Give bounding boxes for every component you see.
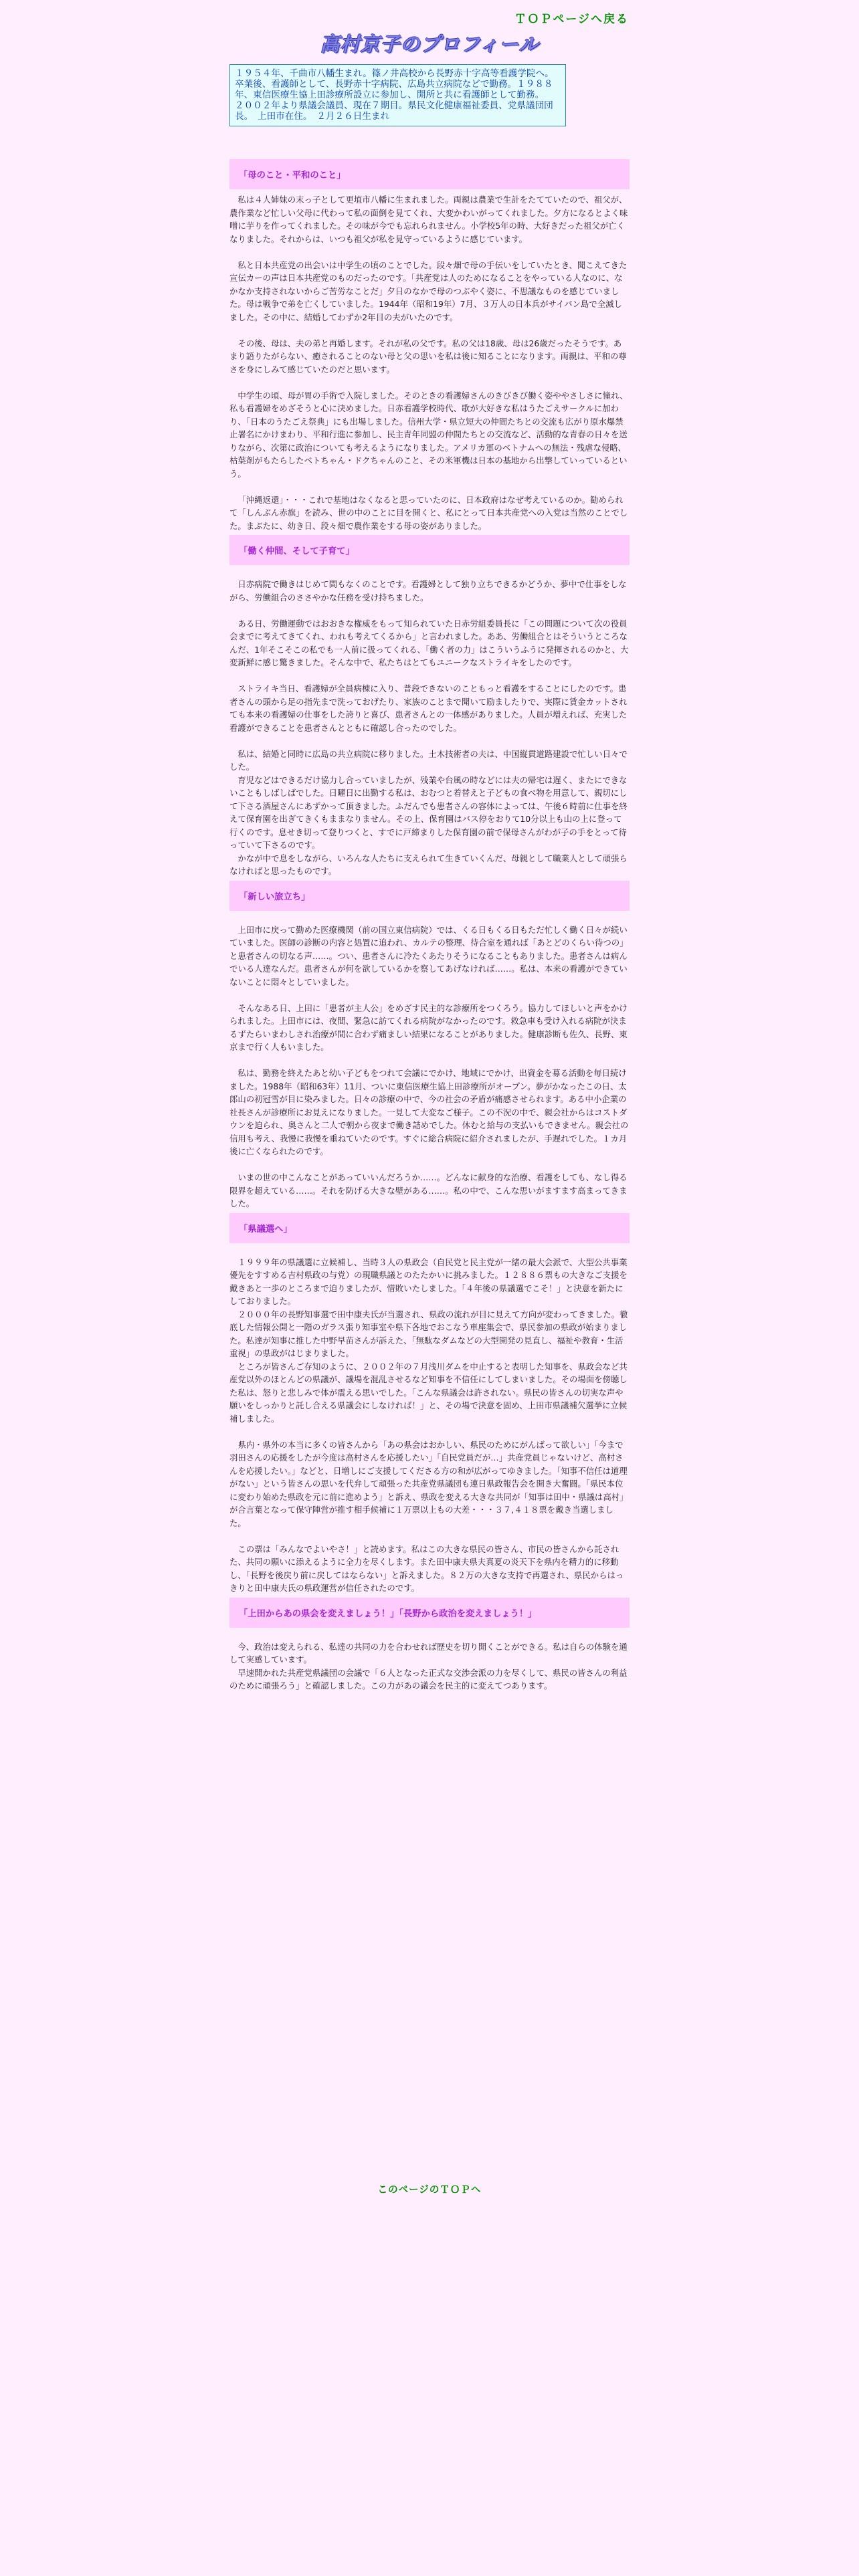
paragraph: 県内・県外の本当に多くの皆さんから「あの県会はおかしい、県民のためにがんばって欲しい」「今まで羽田さんの応援をしたが今度は高村さんを応援したい」「自民党員だが…」共産党員じゃないけど、高村さんを応援したい。」などと、日増しにご支援してくださる方の和が広がってゆきました。「知事不信任は道理がない」という皆さんの思いを代弁して頑張った共産党県議団も連日県政報告会を開き大奮闘。「県民本位に変わり始めた県政を元に前に進めよう」と訴え、県政を変える大きな共同が「知事は田中・県議は高村」が合言葉となって保守陣営が推す相手候補に１万票以上もの大差・・・３７,４１８票を戴き当選しました。: [229, 1439, 628, 1528]
section-heading: 「上田からあの県会を変えましょう！」「長野から政治を変えましょう！」: [229, 1598, 630, 1628]
paragraph: 「沖縄返還」・・・これで基地はなくなると思っていたのに、日本政府はなぜ考えているのか。勧められて「しんぶん赤旗」を読み、世の中のことに目を開くと、私にとって日本共産党への入党は当然のことでした。まぶたに、幼き日、段々畑で農作業をする母の姿がありました。: [229, 494, 628, 531]
paragraph: 中学生の頃、母が胃の手術で入院しました。そのときの看護婦さんのきびきび働く姿ややさしさに憧れ、私も看護婦をめざそうと心に決めました。日赤看護学校時代、歌が大好きな私はうたごえサークルに加わり、「日本のうたごえ祭典」にも出場しました。信州大学・県立短大の仲間たちとの交流も広がり原水爆禁止署名にかけまわり、平和行進に参加し、民主青年同盟の仲間たちとの交流など、活動的な青春の日々を送りながら、次第に政治についても考えるようになりました。アメリカ軍のベトナムへの無法・残虐な侵略、枯葉剤がもたらしたベトちゃん・ドクちゃんのこと、その米軍機は日本の基地から出撃していっているという。: [229, 390, 628, 479]
paragraph: 私は、結婚と同時に広島の共立病院に移りました。土木技術者の夫は、中国縦貫道路建設で忙しい日々でした。: [229, 748, 628, 772]
profile-box: [229, 64, 566, 126]
bottom-link-area: [0, 2182, 859, 2196]
paragraph: 私は４人姉妹の末っ子として更埴市八幡に生まれました。両親は農業で生計をたてていたので、祖父が、農作業など忙しい父母に代わって私の面倒を見てくれ、大変かわいがってくれました。夕方になるとよく味噌に芋りを作ってくれました。その味が今でも忘れられません。小学校5年の時、大好きだった祖父が亡くなりました。それからは、いつも祖父が私を見守っているように感じています。: [229, 195, 628, 244]
paragraph: 私は、勤務を終えたあと幼い子どもをつれて会議にでかけ、地域にでかけ、出資金を募る活動を毎日続けました。1988年（昭和63年）11月、ついに東信医療生協上田診療所がオープン。夢がかなったこの日、太郎山の初冠雪が目に染みました。日々の診療の中で、今の社会の矛盾が痛感させられます。ある中小企業の社長さんが診療所にお見えになりました。一見して大変なご様子。この不況の中で、親会社からはコストダウンを迫られ、奥さんと二人で朝から夜まで働き詰めでした。休むと給与の支払いもできません。親会社の信用も考え、我慢に我慢を重ねていたのです。すぐに総合病院に紹介されましたが、手遅れでした。１カ月後に亡くなられたのです。: [229, 1068, 629, 1156]
paragraph: ある日、労働運動ではおおきな権威をもって知られていた日赤労組委員長に「この問題について次の役員会までに考えてきてくれ、われも考えてくるから」と言われました。ああ、労働組合とはそういうところなんだ、1年そこそこの私でも一人前に扱ってくれる、「働く者の力」はこういうふうに発揮されるのかと、大変新鮮に感じ驚きました。そんな中で、私たちはとてもユニークなストライキをしたのです。: [229, 618, 629, 667]
top-page-link[interactable]: ＴＯＰページへ戻る: [514, 13, 629, 26]
section-heading: 「働く仲間、そして子育て」: [229, 535, 630, 565]
title-area: [0, 29, 859, 57]
profile-text: １９５４年、千曲市八幡生まれ。篠ノ井高校から長野赤十字高等看護学院へ。卒業後、看護師として、長野赤十字病院、広島共立病院などで勤務。１９８８年、東信医療生協上田診療所設立に参加し、開所と共に看護師として勤務。: [235, 68, 554, 100]
paragraph: ２０００年の長野知事選で田中康夫氏が当選され、県政の流れが目に見えて方向が変わってきました。徹底した情報公開と一階のガラス張り知事室や県下各地でおこなう車座集会で、県民参加の県政が始まりました。私達が知事に推した中野早苗さんが訴えた、「無駄なダムなどの大型開発の見直し、福祉や教育・生活重視」の県政がはじまりました。: [229, 1309, 628, 1358]
paragraph: この票は「みんなでよいやさ！」と読めます。私はこの大きな県民の皆さん、市民の皆さんから託された、共同の願いに添えるように全力を尽くします。また田中康夫県夫真夏の炎天下を県内を精力的に移動し、「長野を後戻り前に戻してはならない」と訴えました。８２万の大きな支持で再選され、県民からはっきりと田中康夫氏の県政運営が信任されたのです。: [229, 1543, 624, 1593]
paragraph: 育児などはできるだけ協力し合っていましたが、残業や台風の時などには夫の帰宅は遅く、またにできないこともしばしばでした。日曜日に出勤する私は、おむつと着替えと子どもの食べ物を用意して、親切にして下さる酒屋さんにあずかって頂きました。ふだんでも患者さんの容体によっては、午後６時前に仕事を終えて保育園を出ぎてきくもままなりません。その上、保育園はバス停をおりて10分以上も山の上に登って行くのです。息せき切って登りつくと、すでに戸締まりした保育園の前で保母さんがわが子の手をとって待っていて下さるのです。: [229, 774, 628, 850]
paragraph: その後、母は、夫の弟と再婚します。それが私の父です。私の父は18歳、母は26歳だったそうです。あまり語りたがらない、癒されることのない母と父の思いを私は後に知ることになります。両親は、平和の尊さを身にしみて感じていたのだと思います。: [229, 338, 627, 374]
paragraph: 上田市に戻って勤めた医療機関（前の国立東信病院）では、くる日もくる日もただ忙しく働く日々が続いていました。医師の診断の内容と処置に追われ、カルテの整理、待合室を通れば「あとどのくらい待つの」と患者さんの切なる声……。つい、患者さんに冷たくあたりそうになることもありました。患者さんは病んでいる人達なんだ。患者さんが何を欲しているかを察してあげなければ……。私は、本来の看護ができていないことに悶々としていました。: [229, 924, 628, 987]
paragraph: かなが中で息をしながら、いろんな人たちに支えられて生きていくんだ、母親として職業人として頑張らなければと思ったものです。: [229, 853, 628, 876]
section-heading: 「県議選へ」: [229, 1213, 630, 1243]
paragraph: そんなある日、上田に「患者が主人公」をめざす民主的な診療所をつくろう。協力してほしいと声をかけられました。上田市には、夜間、緊急に訪てくれる病院がなかったのです。救急車も受け入れる病院が決まるずたらいまわしされ治療が間に合わず痛ましい結果になることがありました。健康診断も佐久、長野、東京まで行く人もいました。: [229, 1002, 628, 1052]
section-heading: 「母のこと・平和のこと」: [229, 159, 630, 189]
paragraph: 日赤病院で働きはじめて間もなくのことです。看護婦として独り立ちできるかどうか、夢中で仕事をしながら、労働組合のささやかな任務を受け持ちました。: [229, 579, 627, 603]
paragraph: １９９９年の県議選に立候補し、当時３人の県政会（自民党と民主党が一緒の最大会派で、大型公共事業優先をすすめる吉村県政の与党）の現職県議とのたたかいに挑みました。１２８８６票もの大きなご支援を戴きあと一歩のところまで迫りましたが、惜敗いたしました。「４年後の県議選でこそ！」と決意を新たにしておりました。: [229, 1257, 628, 1306]
paragraph: 私と日本共産党の出会いは中学生の頃のことでした。段々畑で母の手伝いをしていたとき、聞こえてきた宣伝カーの声は日本共産党のものだったのです。「共産党は人のためになることをやっている人なのに、なかなか支持されないからご苦労なことだ」夕日のなかで母のつぶやく姿に、不思議なものを感じていました。母は戦争で弟を亡くしていました。1944年（昭和19年）7月、３万人の日本兵がサイパン島で全滅しました。その中に、結婚してわずか2年目の夫がいたのです。: [229, 259, 628, 322]
section-heading: 「新しい旅立ち」: [229, 881, 630, 911]
profile-text: ２００２年より県議会議員、現在７期目。県民文化健康福祉委員、党県議団団長。 上田市在住。 ２月２６日生まれ: [235, 100, 553, 122]
page-title: 高村京子のプロフィール: [320, 33, 539, 56]
paragraph: 今、政治は変えられる、私達の共同の力を合わせれば歴史を切り開くことができる。私は自らの体験を通して実感しています。: [229, 1641, 628, 1665]
paragraph: ストライキ当日、看護婦が全員病棟に入り、普段できないのこともっと看護をすることにしたのです。患者さんの頭から足の指先まで洗っておげたり、家族のことまで聞いて励ましたりで、実際に賃金カットされても本来の看護婦の仕事をした誇りと喜び、患者さんとの一体感がありました。人員が増えれば、充実した看護ができることを患者さんとともに確認し合ったのでした。: [229, 683, 628, 733]
paragraph: ところが皆さんご存知のように、２００２年の７月浅川ダムを中止すると表明した知事を、県政会など共産党以外のほとんどの県議が、議場を混乱させるなど知事を不信任にしてしまいました。その場面を傍聴した私は、怒りと悲しみで体が震える思いでした。「こんな県議会は許されない。県民の皆さんの切実な声や願いをしっかりと託し合える県議会にしなければ！」と、その場で決意を固め、上田市県議補欠選挙に立候補しました。: [229, 1361, 628, 1424]
paragraph: いまの世の中こんなことがあっていいんだろうか……。どんなに献身的な治療、看護をしても、なし得る限界を超えている……。それを防げる大きな壁がある……。私の中で、こんな思いがますます高まってきました。: [229, 1172, 628, 1208]
paragraph: 早速開かれた共産党県議団の会議で「６人となった正式な交渉会派の力を尽くして、県民の皆さんの利益のために頑張ろう」と確認しました。この力があの議会を民主的に変えてつあります。: [229, 1667, 628, 1691]
page-top-link[interactable]: このページのＴＯＰへ: [377, 2185, 482, 2195]
main-content: [229, 159, 630, 1693]
